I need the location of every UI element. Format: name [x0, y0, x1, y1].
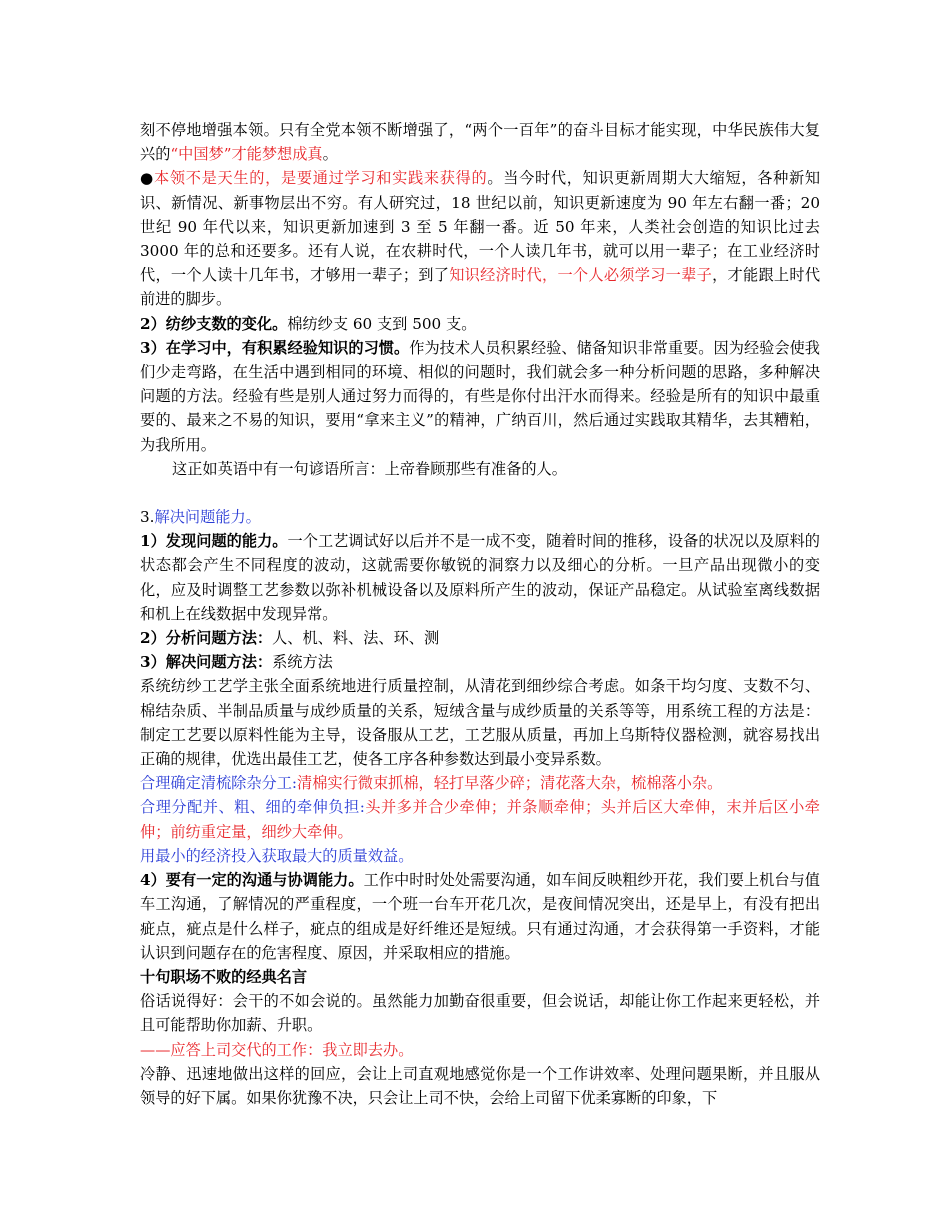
text: 人、机、料、法、环、测 — [272, 629, 440, 648]
section-title: 解决问题能力。 — [154, 508, 261, 527]
paragraph-2 — [140, 166, 820, 311]
highlight-red: 清棉实行微束抓棉，轻打早落少碎；清花落大杂，梳棉落小杂。 — [297, 774, 723, 793]
highlight-red: 头并多并合少牵伸；并条顺牵伸；头并后区大牵伸，末并后区小牵伸；前纺重定量，细纱大牵伸。 — [140, 798, 820, 841]
paragraph-6 — [140, 529, 820, 626]
text: 一个工艺调试好以后并不是一成不变，随着时间的推移，设备的状况以及原料的状态都会产生不同程度的波动，这就需要你敏锐的洞察力以及细心的分析。一旦产品出现微小的变化，应及时调整工艺参数以弥补机械设备以及原料所产生的波动，保证产品稳定。从试验室离线数据和机上在线数据中发现异常。 — [140, 532, 820, 623]
highlight-red: 本领不是天生的，是要通过学习和实践来获得的 — [153, 169, 488, 188]
paragraph-10 — [140, 771, 820, 795]
paragraph-15: ——应答上司交代的工作：我立即去办。 — [140, 1040, 414, 1059]
bold-lead: 2）分析问题方法： — [140, 629, 273, 648]
highlight-blue: 合理确定清梳除杂分工: — [140, 774, 297, 793]
section-heading-4: 十句职场不败的经典名言 — [140, 967, 308, 986]
text: 系统方法 — [272, 653, 333, 672]
section-heading-3 — [140, 505, 820, 529]
paragraph-3 — [140, 312, 820, 336]
text: 作为技术人员积累经验、储备知识非常重要。因为经验会使我们少走弯路，在生活中遇到相同的环境、相似的问题时，我们就会多一种分析问题的思路，多种解决问题的方法。经验有些是别人通过努力而得的，有些是你付出汗水而得来。经验是所有的知识中最重要的、最来之不易的知识，要用“拿来主义”的精神，广纳百川，然后通过实践取其精华，去其糟粕，为我所用。 — [140, 338, 820, 454]
bold-lead: 2）纺纱支数的变化。 — [140, 314, 288, 333]
paragraph-16: 冷静、迅速地做出这样的回应，会让上司直观地感觉你是一个工作讲效率、处理问题果断，并且服从领导的好下属。如果你犹豫不决，只会让上司不快，会给上司留下优柔寡断的印象，下 — [140, 1064, 820, 1107]
paragraph-12: 用最小的经济投入获取最大的质量效益。 — [140, 846, 414, 865]
highlight-red: 知识经济时代，一个人必须学习一辈子 — [449, 266, 713, 285]
paragraph-11 — [140, 795, 820, 843]
paragraph-8 — [140, 650, 820, 674]
paragraph-1 — [140, 118, 820, 166]
document-page — [140, 118, 820, 1110]
paragraph-4 — [140, 336, 820, 457]
highlight-blue: 合理分配并、粗、细的牵伸负担: — [140, 798, 365, 817]
text: ，才能跟上时代前进的脚步。 — [140, 266, 821, 309]
bullet-icon: ● — [140, 169, 154, 188]
text: 刻不停地增强本领。只有全党本领不断增强了，“两个一百年”的奋斗目标才能实现，中华民族伟大复兴的 — [140, 121, 820, 164]
paragraph-13 — [140, 868, 820, 965]
text: 工作中时时处处需要沟通，如车间反映粗纱开花，我们要上机台与值车工沟通，了解情况的严重程度，一个班一台车开花几次，是夜间情况突出，还是早上，有没有把出疵点，疵点是什么样子，疵点的组成是好纤维还是短绒。只有通过沟通，才会获得第一手资料，才能认识到问题存在的危害程度、原因，并采取相应的措施。 — [140, 871, 820, 962]
bold-lead: 1）发现问题的能力。 — [140, 532, 288, 551]
spacer — [140, 481, 820, 505]
paragraph-7 — [140, 626, 820, 650]
bold-lead: 3）在学习中，有积累经验知识的习惯。 — [140, 338, 410, 357]
section-number: 3. — [140, 508, 155, 527]
text: 。当今时代，知识更新周期大大缩短，各种新知识、新情况、新事物层出不穷。有人研究过，18 世纪以前，知识更新速度为 90 年左右翻一番；20 世纪 90 年代以来，知识更新加速到 3 至 5 年翻一番。近 50 年来，人类社会创造的知识比过去 3000 年的总和还要多。还有人说，在农耕时代，一个人读几年书，就可以用一辈子；在工业经济时代，一个人读十几年书，才够用一辈子；到了 — [140, 169, 821, 285]
paragraph-14: 俗话说得好：会干的不如会说的。虽然能力加勤奋很重要，但会说话，却能让你工作起来更轻松，并且可能帮助你加薪、升职。 — [140, 992, 820, 1035]
text: 。 — [322, 145, 338, 164]
paragraph-5: 这正如英语中有一句谚语所言：上帝眷顾那些有准备的人。 — [172, 459, 567, 478]
bold-lead: 4）要有一定的沟通与协调能力。 — [140, 871, 364, 890]
text: 棉纺纱支 60 支到 500 支。 — [287, 314, 477, 333]
highlight-red: “中国梦”才能梦想成真 — [170, 145, 323, 164]
paragraph-9: 系统纺纱工艺学主张全面系统地进行质量控制，从清花到细纱综合考虑。如条干均匀度、支数不匀、棉结杂质、半制品质量与成纱质量的关系，短绒含量与成纱质量的关系等等，用系统工程的方法是：制定工艺要以原料性能为主导，设备服从工艺，工艺服从质量，再加上乌斯特仪器检测，就容易找出正确的规律，优选出最佳工艺，使各工序各种参数达到最小变异系数。 — [140, 677, 820, 769]
bold-lead: 3）解决问题方法： — [140, 653, 273, 672]
